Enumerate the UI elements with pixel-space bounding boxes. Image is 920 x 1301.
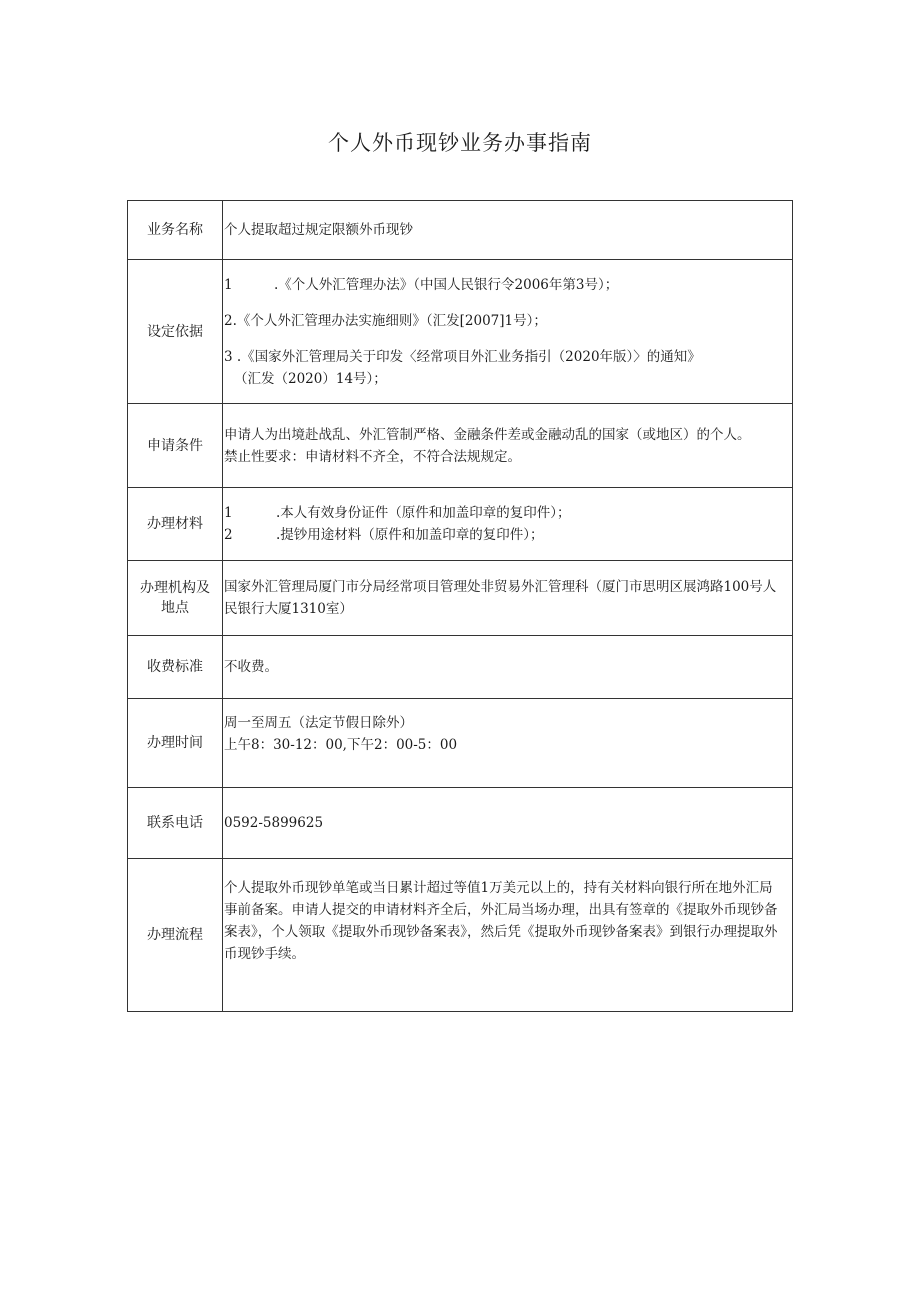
value-conditions	[223, 404, 793, 488]
prohibition-text: 禁止性要求：申请材料不齐全，不符合法规规定。	[224, 448, 521, 465]
row-conditions	[128, 404, 793, 488]
label-legal-basis: 设定依据	[128, 260, 223, 404]
label-process: 办理流程	[128, 859, 223, 1012]
row-legal-basis	[128, 260, 793, 404]
row-phone	[128, 788, 793, 859]
row-hours	[128, 699, 793, 788]
label-fee: 收费标准	[128, 636, 223, 699]
condition-text: 申请人为出境赴战乱、外汇管制严格、金融条件差或金融动乱的国家（或地区）的个人。	[224, 426, 751, 443]
document-title: 个人外币现钞业务办事指南	[328, 131, 592, 155]
label-hours: 办理时间	[128, 699, 223, 788]
hours-times: 上午8：30-12：00,下午2：00-5：00	[224, 737, 458, 753]
basis-item-1: 1 .《个人外汇管理办法》（中国人民银行令2006年第3号）；	[224, 276, 619, 293]
basis-item-3-cont: （汇发（2020）14号）；	[234, 370, 387, 387]
value-legal-basis	[223, 260, 793, 404]
label-organization: 办理机构及 地点	[128, 561, 223, 636]
value-materials	[223, 488, 793, 561]
row-materials	[128, 488, 793, 561]
basis-item-2: 2.《个人外汇管理办法实施细则》（汇发[2007]1号）；	[224, 312, 547, 329]
label-materials: 办理材料	[128, 488, 223, 561]
value-hours	[223, 699, 793, 788]
basis-item-3: 3 .《国家外汇管理局关于印发〈经常项目外汇业务指引（2020年版）〉的通知》	[224, 348, 701, 365]
value-phone: 0592-5899625	[223, 788, 793, 859]
material-item-1: 1 .本人有效身份证件（原件和加盖印章的复印件）；	[224, 505, 571, 521]
row-business-name	[128, 201, 793, 260]
value-fee: 不收费。	[223, 636, 793, 699]
value-business-name: 个人提取超过规定限额外币现钞	[223, 201, 793, 260]
guide-table	[127, 200, 793, 1012]
material-item-2: 2 .提钞用途材料（原件和加盖印章的复印件）；	[224, 527, 544, 543]
row-process	[128, 859, 793, 1012]
label-business-name: 业务名称	[128, 201, 223, 260]
label-conditions: 申请条件	[128, 404, 223, 488]
label-phone: 联系电话	[128, 788, 223, 859]
value-organization: 国家外汇管理局厦门市分局经常项目管理处非贸易外汇管理科（厦门市思明区展鸿路100号人民银行大厦1310室）	[223, 561, 793, 636]
row-organization	[128, 561, 793, 636]
value-process	[223, 859, 793, 1012]
process-text: 个人提取外币现钞单笔或当日累计超过等值1万美元以上的，持有关材料向银行所在地外汇局事前备案。申请人提交的申请材料齐全后，外汇局当场办理，出具有签章的《提取外币现钞备案表》，个人领取《提取外币现钞备案表》，然后凭《提取外币现钞备案表》到银行办理提取外币现钞手续。	[224, 880, 778, 962]
hours-days: 周一至周五（法定节假日除外）	[224, 715, 413, 731]
row-fee	[128, 636, 793, 699]
